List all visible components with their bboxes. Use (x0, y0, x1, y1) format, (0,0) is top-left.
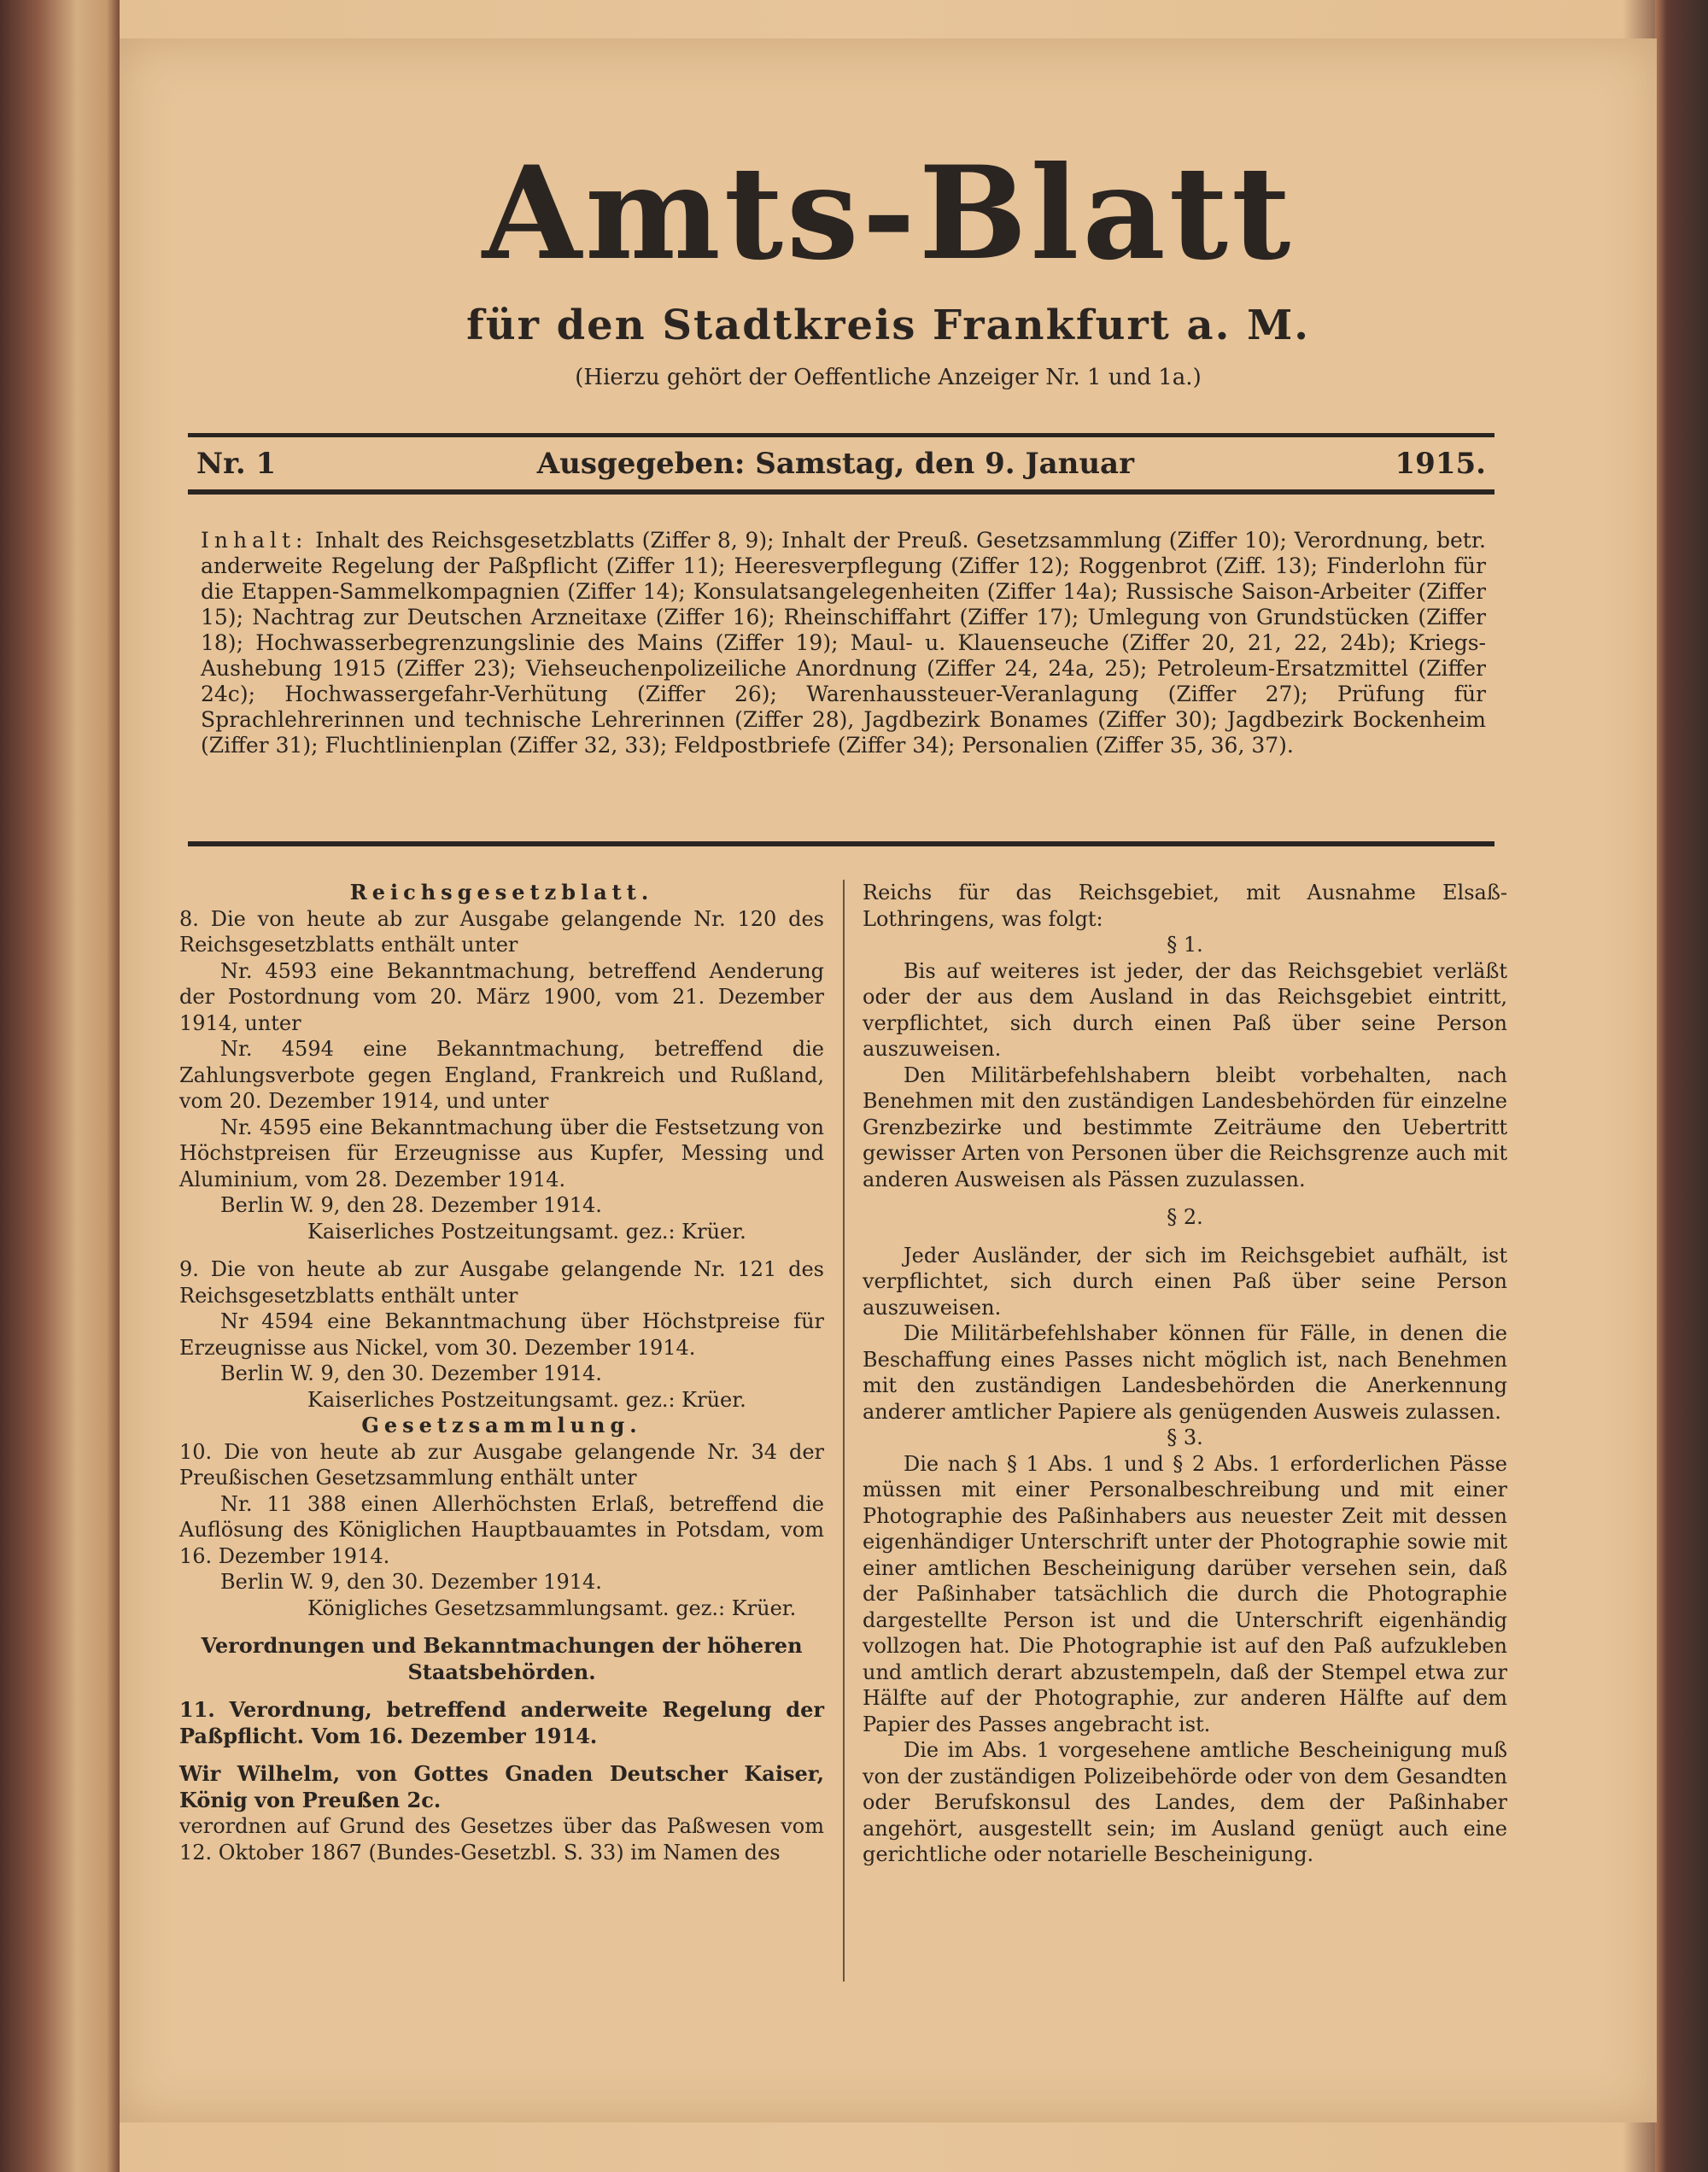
rule-top (188, 433, 1494, 437)
paragraph-3-text-1: Die nach § 1 Abs. 1 und § 2 Abs. 1 erforderlichen Pässe müssen mit einer Personalbeschreibung und mit einer Photographie des Paßinhabers aus neuester Zeit mit dessen eigenhändiger Unterschrift unter der Photographie sowie mit einer amtlichen Bescheinigung darüber versehen sein, daß der Paßinhaber tatsächlich die durch die Photographie dargestellte Person ist und die Unterschrift eigenhändig vollzogen hat. Die Photographie ist auf den Paß aufzukleben und amtlich derart abzustempeln, daß der Stempel etwa zur Hälfte auf der Photographie, zur anderen Hälfte auf dem Papier des Passes angebracht ist. (863, 1451, 1507, 1736)
section-11-preamble: Wir Wilhelm, von Gottes Gnaden Deutscher Kaiser, König von Preußen 2c. (179, 1761, 824, 1812)
heading-reichsgesetzblatt: Reichsgesetzblatt. (349, 880, 654, 905)
book-spine-left (0, 0, 120, 2172)
paragraph-1-heading: § 1. (1167, 933, 1203, 957)
heading-verordnungen: Verordnungen und Bekanntmachungen der höheren Staatsbehörden. (201, 1633, 803, 1684)
contents-label: Inhalt: (201, 528, 308, 553)
section-10-item: Nr. 11 388 einen Allerhöchsten Erlaß, betreffend die Auflösung des Königlichen Hauptbauamtes in Potsdam, vom 16. Dezember 1914. (179, 1491, 824, 1568)
section-10-signature: Königliches Gesetzsammlungsamt. gez.: Krüer. (307, 1595, 797, 1620)
section-9: 9. Die von heute ab zur Ausgabe gelangende Nr. 121 des Reichsgesetzblatts enthält unter (179, 1257, 824, 1308)
issue-line (196, 447, 1486, 481)
masthead-note: (Hierzu gehört der Oeffentliche Anzeiger Nr. 1 und 1a.) (575, 365, 1202, 390)
heading-gesetzsammlung: Gesetzsammlung. (361, 1413, 642, 1437)
section-11-intro-cont: Reichs für das Reichsgebiet, mit Ausnahme Elsaß-Lothringens, was folgt: (863, 881, 1507, 931)
section-9-item: Nr 4594 eine Bekanntmachung über Höchstpreise für Erzeugnisse aus Nickel, vom 30. Dezember 1914. (179, 1309, 824, 1360)
paragraph-3-text-2: Die im Abs. 1 vorgesehene amtliche Bescheinigung muß von der zuständigen Polizeibehörde oder von dem Gesandten oder Berufskonsul des Landes, dem der Paßinhaber angehört, ausgestellt sein; im Ausland genügt auch eine gerichtliche oder notarielle Bescheinigung. (863, 1738, 1507, 1866)
section-8-place-date: Berlin W. 9, den 28. Dezember 1914. (220, 1193, 602, 1217)
section-8-item-4594: Nr. 4594 eine Bekanntmachung, betreffend die Zahlungsverbote gegen England, Frankreich und Rußland, vom 20. Dezember 1914, und unter (179, 1037, 824, 1113)
column-left (179, 880, 824, 1865)
column-divider (843, 880, 845, 1982)
section-9-place-date: Berlin W. 9, den 30. Dezember 1914. (220, 1361, 602, 1385)
paragraph-3-heading: § 3. (1167, 1426, 1203, 1449)
section-10-place-date: Berlin W. 9, den 30. Dezember 1914. (220, 1570, 602, 1594)
section-9-signature: Kaiserliches Postzeitungsamt. gez.: Krüer. (307, 1387, 746, 1412)
contents-text: Inhalt des Reichsgesetzblatts (Ziffer 8, 9); Inhalt der Preuß. Gesetzsammlung (Ziffer 10); Verordnung, betr. anderweite Regelung der Paßpflicht (Ziffer 11); Heeresverpflegung (Ziffer 12); Roggenbrot (Ziff. 13); Finderlohn für die Etappen-Sammelkompagnien (Ziffer 14); Konsulatsangelegenheiten (Ziffer 14a); Russische Saison-Arbeiter (Ziffer 15); Nachtrag zur Deutschen Arzneitaxe (Ziffer 16); Rheinschiffahrt (Ziffer 17); Umlegung von Grundstücken (Ziffer 18); Hochwasserbegrenzungslinie des Mains (Ziffer 19); Maul- u. Klauenseuche (Ziffer 20, 21, 22, 24b); Kriegs-Aushebung 1915 (Ziffer 23); Viehseuchenpolizeiliche Anordnung (Ziffer 24, 24a, 25); Petroleum-Ersatzmittel (Ziffer 24c); Hochwassergefahr-Verhütung (Ziffer 26); Warenhaussteuer-Veranlagung (Ziffer 27); Prüfung für Sprachlehrerinnen und technische Lehrerinnen (Ziffer 28), Jagdbezirk Bonames (Ziffer 30); Jagdbezirk Bockenheim (Ziffer 31); Fluchtlinienplan (Ziffer 32, 33); Feldpostbriefe (Ziffer 34); Personalien (Ziffer 35, 36, 37). (201, 528, 1486, 758)
section-8-item-4593: Nr. 4593 eine Bekanntmachung, betreffend Aenderung der Postordnung vom 20. März 1900, vom 21. Dezember 1914, unter (179, 958, 824, 1035)
column-right (863, 880, 1507, 1868)
issue-year: 1915. (1395, 447, 1486, 481)
book-binding-right (1655, 0, 1708, 2172)
issue-number: Nr. 1 (196, 447, 277, 481)
masthead-subtitle: für den Stadtkreis Frankfurt a. M. (466, 302, 1310, 349)
paragraph-2-heading: § 2. (1167, 1205, 1203, 1229)
paragraph-2-text-1: Jeder Ausländer, der sich im Reichsgebiet aufhält, ist verpflichtet, sich durch einen Paß über seine Person auszuweisen. (863, 1243, 1507, 1320)
paragraph-2-text-2: Die Militärbefehlshaber können für Fälle, in denen die Beschaffung eines Passes nicht möglich ist, nach Benehmen mit den zuständigen Landesbehörden die Anerkennung anderer amtlicher Papiere als genügenden Ausweis zulassen. (863, 1321, 1507, 1424)
issue-date: Ausgegeben: Samstag, den 9. Januar (536, 447, 1134, 481)
rule-above-columns (188, 841, 1494, 846)
table-of-contents (201, 528, 1486, 758)
document-page (120, 38, 1657, 2122)
section-11-title: 11. Verordnung, betreffend anderweite Regelung der Paßpflicht. Vom 16. Dezember 1914. (179, 1697, 824, 1748)
rule-under-issue (188, 489, 1494, 495)
section-11-intro: verordnen auf Grund des Gesetzes über das Paßwesen vom 12. Oktober 1867 (Bundes-Gesetzbl. S. 33) im Namen des (179, 1814, 824, 1865)
section-10: 10. Die von heute ab zur Ausgabe gelangende Nr. 34 der Preußischen Gesetzsammlung enthält unter (179, 1439, 824, 1490)
section-8: 8. Die von heute ab zur Ausgabe gelangende Nr. 120 des Reichsgesetzblatts enthält unter (179, 906, 824, 957)
paragraph-1-text-2: Den Militärbefehlshabern bleibt vorbehalten, nach Benehmen mit den zuständigen Landesbehörden für einzelne Grenzbezirke und bestimmte Zeiträume den Uebertritt gewisser Arten von Personen über die Reichsgrenze auch mit anderen Ausweisen als Pässen zuzulassen. (863, 1063, 1507, 1191)
masthead-title: Amts-Blatt (482, 138, 1295, 289)
section-8-signature: Kaiserliches Postzeitungsamt. gez.: Krüer. (307, 1219, 746, 1244)
section-8-item-4595: Nr. 4595 eine Bekanntmachung über die Festsetzung von Höchstpreisen für Erzeugnisse aus Kupfer, Messing und Aluminium, vom 28. Dezember 1914. (179, 1115, 824, 1191)
paragraph-1-text-1: Bis auf weiteres ist jeder, der das Reichsgebiet verläßt oder der aus dem Ausland in das Reichsgebiet eintritt, verpflichtet, sich durch einen Paß über seine Person auszuweisen. (863, 958, 1507, 1061)
masthead (120, 138, 1657, 390)
